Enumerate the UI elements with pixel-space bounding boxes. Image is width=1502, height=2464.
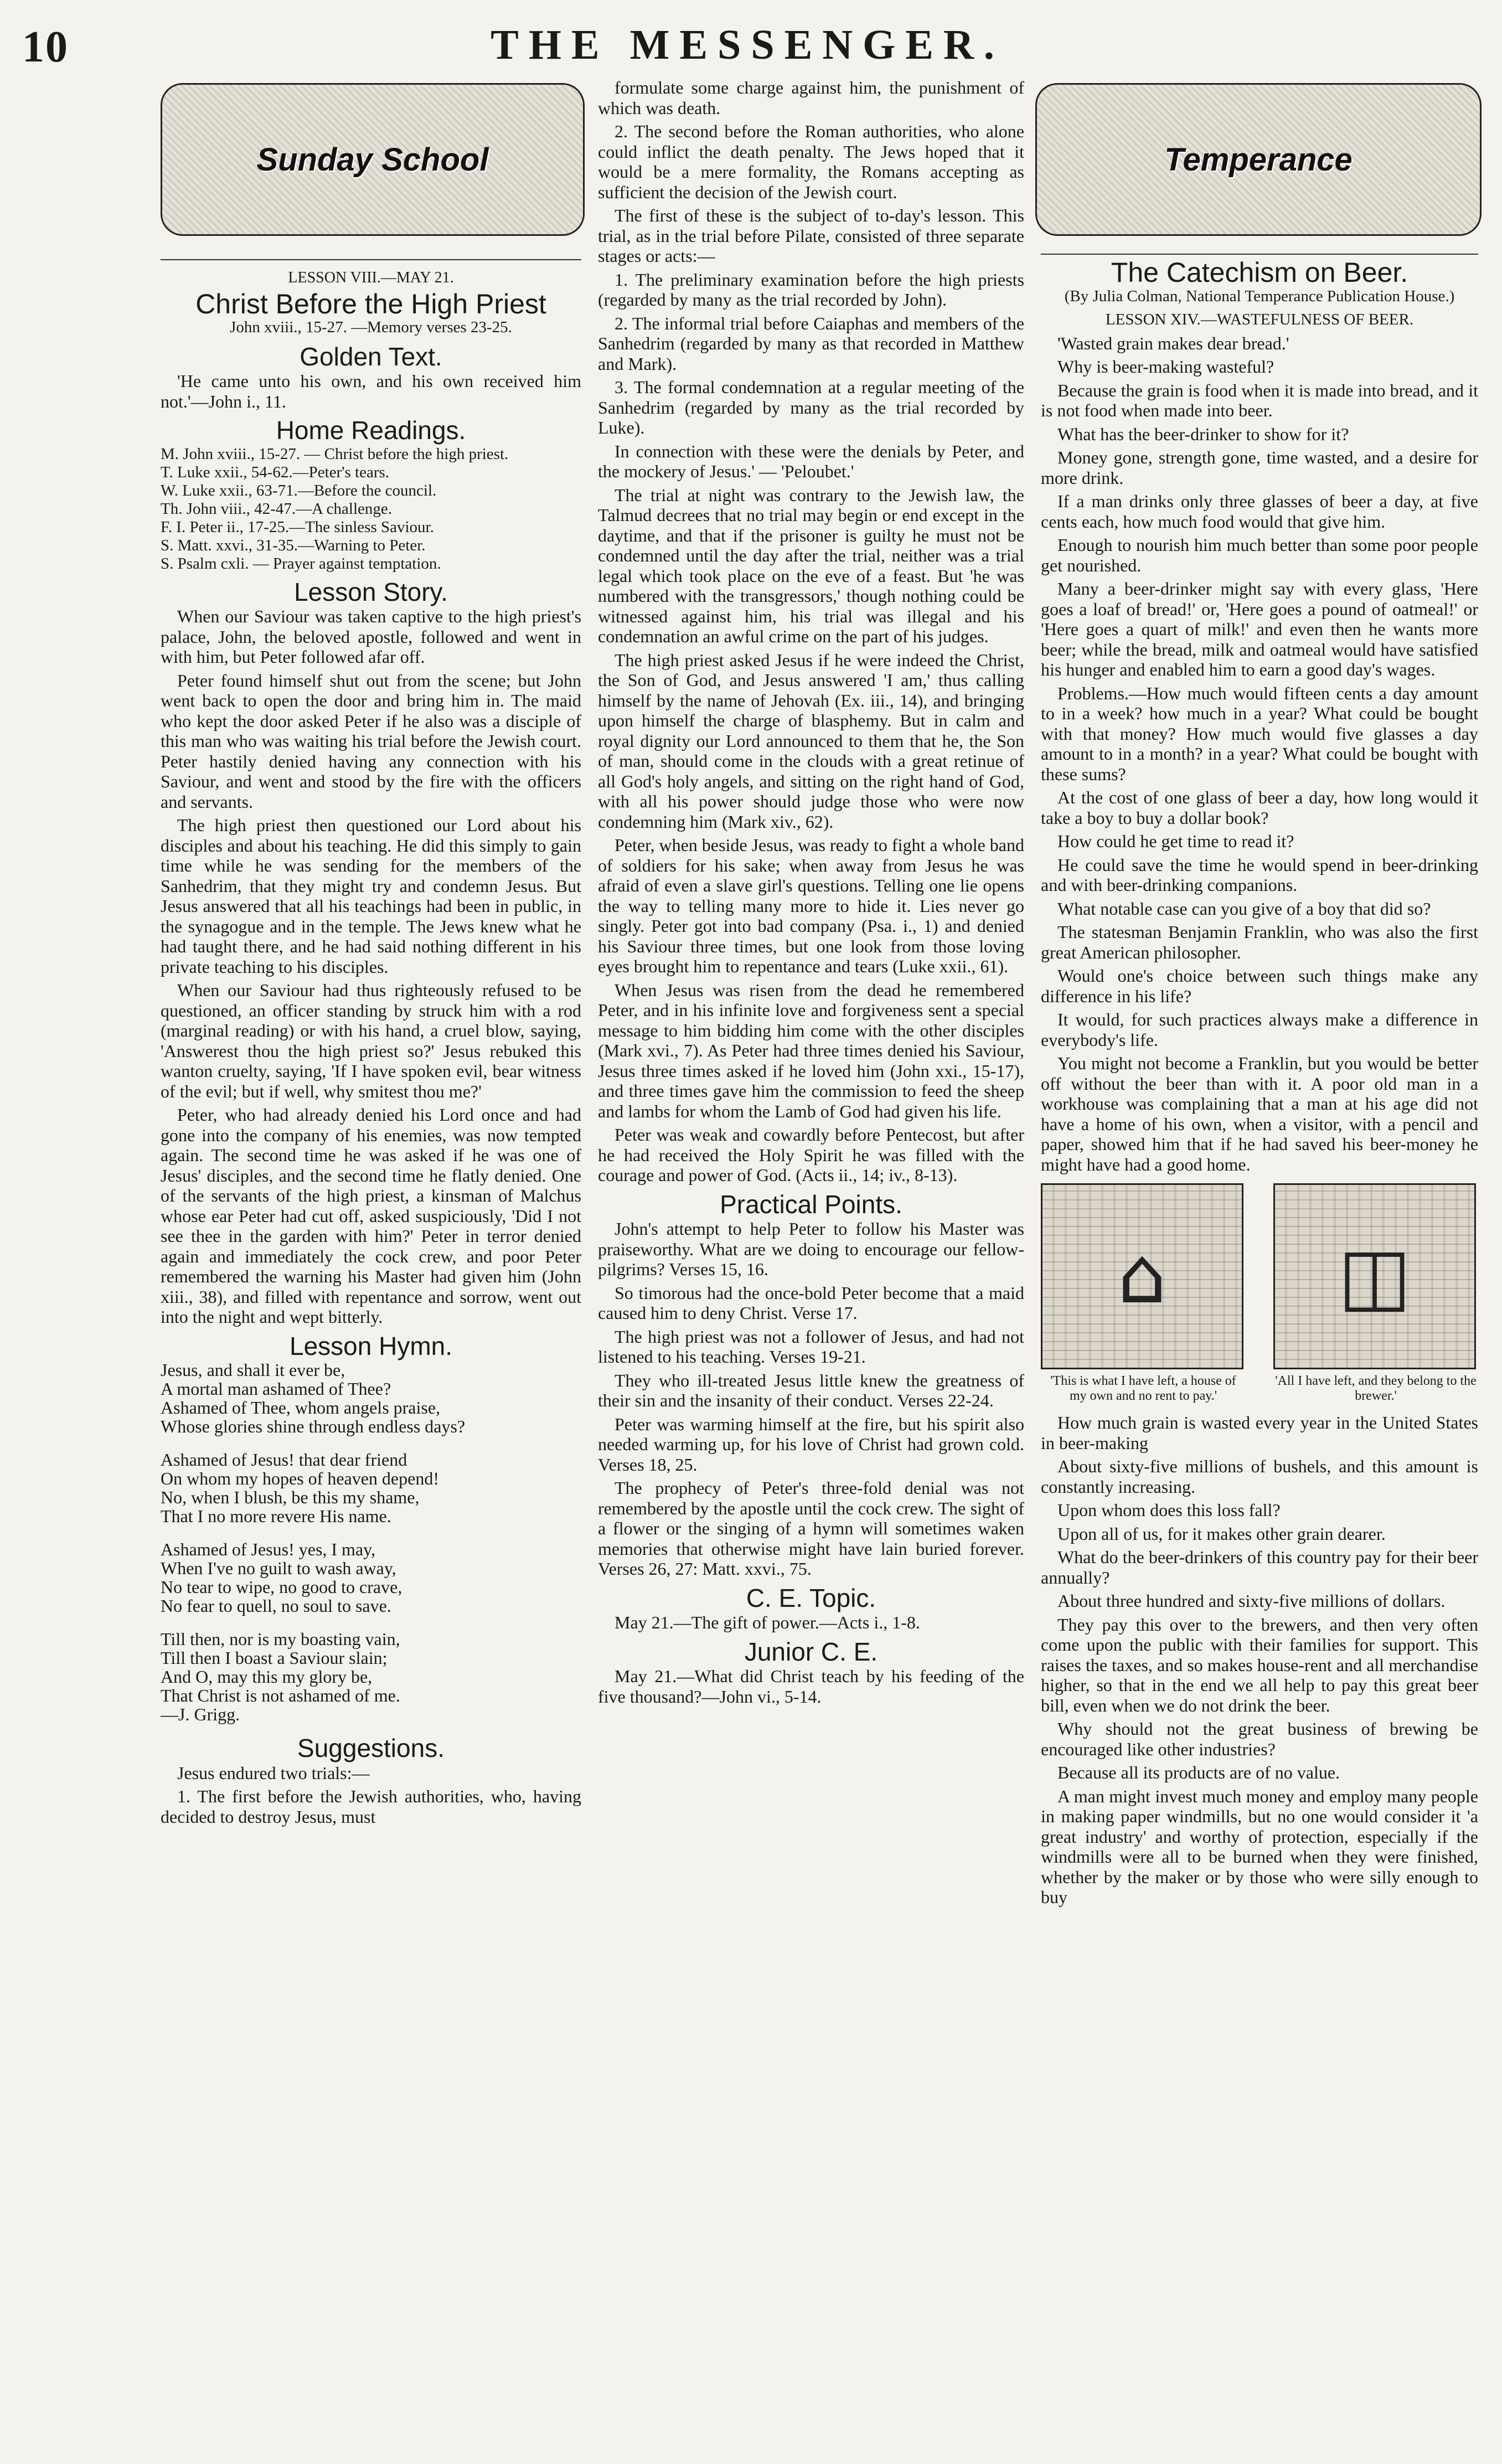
suggestion-paragraph: 1. The first before the Jewish authorities, who, having decided to destroy Jesus, must — [161, 1786, 581, 1827]
hymn-line: When I've no guilt to wash away, — [161, 1558, 396, 1578]
commentary-paragraph: 2. The second before the Roman authorities, who alone could inflict the death penalty. The Jews hoped that it would be a mere formality, the Romans accepting as sufficient the decision of the Jewish court. — [598, 121, 1024, 202]
reading-item: T. Luke xxii., 54-62.—Peter's tears. — [161, 463, 390, 481]
page-number: 10 — [22, 23, 69, 71]
catechism-paragraph: Would one's choice between such things make any difference in his life? — [1041, 966, 1478, 1006]
column-commentary — [598, 78, 1024, 2287]
commentary-paragraph: 3. The formal condemnation at a regular meeting of the Sanhedrim (regarded by many as the trial recorded by Luke). — [598, 377, 1024, 437]
commentary-paragraph: The high priest asked Jesus if he were indeed the Christ, the Son of God, and Jesus answered 'I am,' thus calling himself by the name of Jehovah (Ex. iii., 14), and bringing upon himself the charge of blasphemy. But in calm and royal dignity our Lord announced to them that he, the Son of man, should come in the clouds with a great retinue of all God's holy angels, and sitting on the right hand of God, with all his power should judge those who were now condemning him (Mark xiv., 62). — [598, 649, 1024, 832]
catechism-byline: (By Julia Colman, National Temperance Publication House.) — [1064, 287, 1455, 305]
junior-ce-heading: Junior C. E. — [744, 1637, 878, 1666]
commentary-paragraph: 1. The preliminary examination before the high priests (regarded by many as the trial recorded by John). — [598, 269, 1024, 310]
hymn-line: And O, may this my glory be, — [161, 1667, 373, 1687]
hymn-line: Till then, nor is my boasting vain, — [161, 1629, 400, 1649]
commentary-paragraph: Peter was weak and cowardly before Pentecost, but after he had received the Holy Spirit he was filled with the courage and power of God. (Acts ii., 14; iv., 8-13). — [598, 1125, 1024, 1185]
practical-point: The high priest was not a follower of Jesus, and had not listened to his teaching. Verses 19-21. — [598, 1326, 1024, 1367]
hymn-verse — [161, 1360, 581, 1436]
golden-text: 'He came unto his own, and his own received him not.'—John i., 11. — [161, 371, 581, 411]
reading-item: S. Psalm cxli. — Prayer against temptation. — [161, 554, 441, 573]
practical-point: Peter was warming himself at the fire, but his spirit also needed warming up, for his love of Christ had grown cold. Verses 18, 25. — [598, 1414, 1024, 1475]
catechism-paragraph: If a man drinks only three glasses of beer a day, at five cents each, how much food would that give him. — [1041, 491, 1478, 532]
illustration-row — [1041, 1183, 1478, 1404]
catechism-paragraph: About three hundred and sixty-five millions of dollars. — [1057, 1591, 1446, 1611]
story-paragraph: The high priest then questioned our Lord about his disciples and about his teaching. He did this simply to gain time while he was sending for the members of the Sanhedrim, that they might try and condemn Jesus. But Jesus answered that all his teachings had been in public, in the synagogue and in the temple. The Jews knew what he had taught there, and he had said nothing different in his private teaching to his disciples. — [161, 815, 581, 977]
reading-item: Th. John viii., 42-47.—A challenge. — [161, 499, 393, 518]
lesson-story-heading: Lesson Story. — [294, 577, 448, 606]
column-temperance — [1041, 249, 1478, 2458]
hymn-line: That I no more revere His name. — [161, 1506, 391, 1526]
illustration-barrels — [1273, 1183, 1478, 1404]
catechism-paragraph: Because all its products are of no value. — [1057, 1762, 1340, 1782]
commentary-paragraph: The trial at night was contrary to the Jewish law, the Talmud decrees that no trial may begin or end except in the daytime, and that if the prisoner is guilty he must not be condemned until the day after the trial, neither was a trial legal which took place on the eve of a feast. But 'he was numbered with the transgressors,' though nothing could be witnessed against him, his trial was illegal and his condemnation an awful crime on the part of his judges. — [598, 484, 1024, 646]
house-illustration — [1041, 1183, 1243, 1369]
catechism-paragraph: The statesman Benjamin Franklin, who was also the first great American philosopher. — [1041, 922, 1478, 962]
commentary-paragraph: 2. The informal trial before Caiaphas and members of the Sanhedrim (regarded by many as that recorded in Matthew and Mark). — [598, 313, 1024, 374]
suggestion-paragraph: Jesus endured two trials:— — [177, 1762, 370, 1783]
catechism-paragraph: What notable case can you give of a boy that did so? — [1057, 898, 1431, 919]
hymn-line: No fear to quell, no soul to save. — [161, 1596, 391, 1616]
catechism-paragraph: What has the beer-drinker to show for it? — [1057, 424, 1349, 444]
catechism-paragraph: Enough to nourish him much better than some poor people get nourished. — [1041, 535, 1478, 575]
story-paragraph: Peter found himself shut out from the scene; but John went back to open the door and bring him in. The maid who kept the door asked Peter if he also was a disciple of this man who was waiting his trial before the Jewish court. Peter hastily denied having any connection with his Saviour, and went and stood by the fire with the officers and servants. — [161, 670, 581, 812]
home-readings-heading: Home Readings. — [276, 416, 466, 445]
reading-item: F. I. Peter ii., 17-25.—The sinless Saviour. — [161, 518, 434, 536]
catechism-paragraph: 'Wasted grain makes dear bread.' — [1057, 333, 1289, 353]
commentary-paragraph: When Jesus was risen from the dead he remembered Peter, and in his infinite love and forgiveness sent a special message to him bidding him come with the other disciples (Mark xvi., 7). As Peter had three times denied his Saviour, Jesus three times asked if he loved him (John xxi., 15-17), and three times gave him the commission to feed the sheep and lambs for whom the Lamb of God had given his life. — [598, 980, 1024, 1121]
catechism-paragraph: Many a beer-drinker might say with every glass, 'Here goes a loaf of bread!' or, 'Here goes a pound of oatmeal!' or 'Here goes a quart of milk!' and even then he wants more beer; while the bread, milk and oatmeal would have satisfied his hunger and enabled him to earn a good day's wages. — [1041, 579, 1478, 679]
catechism-paragraph: How much grain is wasted every year in the United States in beer-making — [1041, 1413, 1478, 1453]
divider — [161, 259, 581, 260]
junior-ce: May 21.—What did Christ teach by his feeding of the five thousand?—John vi., 5-14. — [598, 1666, 1024, 1707]
hymn-line: That Christ is not ashamed of me. — [161, 1685, 400, 1705]
divider — [1041, 254, 1478, 255]
barrels-icon: ◫ — [1338, 1230, 1412, 1321]
reading-item: W. Luke xxii., 63-71.—Before the council. — [161, 481, 437, 499]
masthead-title: THE MESSENGER. — [491, 22, 1004, 68]
hymn-verse — [161, 1540, 581, 1615]
hymn-line: Ashamed of Jesus! that dear friend — [161, 1450, 407, 1470]
ce-topic: May 21.—The gift of power.—Acts i., 1-8. — [615, 1612, 920, 1632]
commentary-paragraph: In connection with these were the denials by Peter, and the mockery of Jesus.' — 'Peloubet.' — [598, 441, 1024, 481]
house-icon: ⌂ — [1117, 1230, 1167, 1321]
commentary-paragraph: formulate some charge against him, the punishment of which was death. — [598, 78, 1024, 118]
catechism-paragraph: A man might invest much money and employ many people in making paper windmills, but no one would consider it 'a great industry' and worthy of protection, especially if the windmills were all to be burned when they were finished, whether by the maker or by those who were silly enough to buy — [1041, 1786, 1478, 1907]
catechism-paragraph: How could he get time to read it? — [1057, 831, 1294, 851]
catechism-paragraph: Why is beer-making wasteful? — [1057, 357, 1274, 377]
catechism-paragraph: Why should not the great business of brewing be encouraged like other industries? — [1041, 1719, 1478, 1759]
catechism-paragraph: Upon all of us, for it makes other grain dearer. — [1057, 1523, 1386, 1544]
barrels-illustration — [1273, 1183, 1476, 1369]
commentary-paragraph: The first of these is the subject of to-day's lesson. This trial, as in the trial before Pilate, consisted of three separate stages or acts:— — [598, 205, 1024, 266]
commentary-paragraph: Peter, when beside Jesus, was ready to fight a whole band of soldiers for his sake; when away from Jesus he was afraid of even a slave girl's questions. Telling one lie opens the way to telling many more to hide it. Lies never go singly. Peter got into bad company (Psa. i., 1) and denied his Saviour three times, but one look from those loving eyes brought him to repentance and tears (Luke xxii., 61). — [598, 835, 1024, 976]
catechism-paragraph: What do the beer-drinkers of this country pay for their beer annually? — [1041, 1547, 1478, 1587]
lesson-title: Christ Before the High Priest — [195, 288, 546, 319]
catechism-paragraph: Upon whom does this loss fall? — [1057, 1500, 1281, 1520]
catechism-lesson-label: LESSON XIV.—WASTEFULNESS OF BEER. — [1105, 311, 1414, 328]
sunday-school-ornament: Sunday School — [161, 83, 585, 236]
catechism-paragraph: It would, for such practices always make a difference in everybody's life. — [1041, 1009, 1478, 1050]
catechism-paragraph: Because the grain is food when it is made into bread, and it is not food when made into beer. — [1041, 380, 1478, 420]
home-readings-list — [161, 445, 581, 573]
golden-text-heading: Golden Text. — [300, 342, 442, 371]
practical-point: So timorous had the once-bold Peter become that a maid caused him to deny Christ. Verse 17. — [598, 1282, 1024, 1323]
scripture-ref: John xviii., 15-27. —Memory verses 23-25. — [230, 318, 512, 336]
catechism-paragraph: At the cost of one glass of beer a day, how long would it take a boy to buy a dollar book? — [1041, 787, 1478, 828]
column-lesson — [161, 255, 581, 2464]
hymn-line: Till then I boast a Saviour slain; — [161, 1648, 388, 1668]
hymn-line: Whose glories shine through endless days? — [161, 1416, 466, 1436]
lesson-label: LESSON VIII.—MAY 21. — [288, 269, 454, 286]
hymn-line: Ashamed of Jesus! yes, I may, — [161, 1539, 376, 1559]
story-paragraph: When our Saviour had thus righteously refused to be questioned, an officer standing by struck him with a rod (marginal reading) or with his hand, a cruel blow, saying, 'Answerest thou the high priest so?' Jesus rebuked this wanton cruelty, saying, 'If I have spoken evil, bear witness of the evil; but if well, why smitest thou me?' — [161, 980, 581, 1101]
practical-points-heading: Practical Points. — [720, 1189, 902, 1219]
practical-point: The prophecy of Peter's three-fold denial was not remembered by the apostle until the cock crew. The sight of a flower or the singing of a hymn will sometimes waken memories that otherwise might have lain buried forever. Verses 26, 27: Matt. xxvi., 75. — [598, 1478, 1024, 1579]
temperance-ornament: Temperance — [1035, 83, 1482, 236]
reading-item: S. Matt. xxvi., 31-35.—Warning to Peter. — [161, 536, 426, 554]
catechism-paragraph: Problems.—How much would fifteen cents a day amount to in a week? how much in a year? What could be bought with that money? How much would five glasses a day amount to in a month? in a year? What could be bought with these sums? — [1041, 683, 1478, 784]
catechism-paragraph: They pay this over to the brewers, and then very often come upon the public with their families for support. This raises the taxes, and so makes house-rent and all merchandise higher, so that in the end we all help to pay this great beer bill, even when we do not drink the beer. — [1041, 1614, 1478, 1715]
hymn-line: Ashamed of Thee, whom angels praise, — [161, 1398, 441, 1417]
reading-item: M. John xviii., 15-27. — Christ before the high priest. — [161, 445, 509, 463]
catechism-paragraph: About sixty-five millions of bushels, and this amount is constantly increasing. — [1041, 1456, 1478, 1497]
catechism-paragraph: You might not become a Franklin, but you would be better off without the beer than with it. A poor old man in a workhouse was complaining that a man at his age did not have a home of his own, when a visitor, with a pencil and paper, showed him that if he had saved his beer-money he might have had a good home. — [1041, 1053, 1478, 1174]
illustration-caption: 'All I have left, and they belong to the brewer.' — [1275, 1374, 1477, 1403]
hymn-verse — [161, 1630, 581, 1724]
illustration-caption: 'This is what I have left, a house of my own and no rent to pay.' — [1050, 1374, 1236, 1403]
practical-point: They who ill-treated Jesus little knew the greatness of their sin and the insanity of their conduct. Verses 22-24. — [598, 1370, 1024, 1410]
hymn-author: —J. Grigg. — [161, 1704, 240, 1724]
catechism-title: The Catechism on Beer. — [1111, 257, 1408, 288]
page-header — [0, 0, 1502, 83]
illustration-house — [1041, 1183, 1246, 1404]
hymn-line: On whom my hopes of heaven depend! — [161, 1468, 439, 1488]
story-paragraph: Peter, who had already denied his Lord once and had gone into the company of his enemies, was now tempted again. The second time he was asked if he was one of Jesus' disciples, and the second time he flatly denied. One of the servants of the high priest, a kinsman of Malchus whose ear Peter had cut off, asked suspiciously, 'Did I not see thee in the garden with him?' Peter in terror denied again and immediately the cock crew, and poor Peter remembered the warning his Master had given him (John xiii., 38), and filled with repentance and sorrow, went out into the night and wept bitterly. — [161, 1105, 581, 1327]
hymn-line: A mortal man ashamed of Thee? — [161, 1379, 391, 1399]
hymn-line: No, when I blush, be this my shame, — [161, 1487, 420, 1507]
practical-point: John's attempt to help Peter to follow his Master was praiseworthy. What are we doing to encourage our fellow-pilgrims? Verses 15, 16. — [598, 1219, 1024, 1279]
suggestions-heading: Suggestions. — [297, 1734, 445, 1762]
hymn-line: Jesus, and shall it ever be, — [161, 1360, 345, 1380]
lesson-hymn-heading: Lesson Hymn. — [289, 1331, 452, 1360]
story-paragraph: When our Saviour was taken captive to the high priest's palace, John, the beloved apostle, followed and went in with him, but Peter followed afar off. — [161, 606, 581, 667]
ce-topic-heading: C. E. Topic. — [746, 1583, 876, 1612]
catechism-paragraph: Money gone, strength gone, time wasted, and a desire for more drink. — [1041, 447, 1478, 488]
hymn-line: No tear to wipe, no good to crave, — [161, 1577, 402, 1597]
catechism-paragraph: He could save the time he would spend in beer-drinking and with beer-drinking companions. — [1041, 854, 1478, 895]
hymn-verse — [161, 1450, 581, 1525]
